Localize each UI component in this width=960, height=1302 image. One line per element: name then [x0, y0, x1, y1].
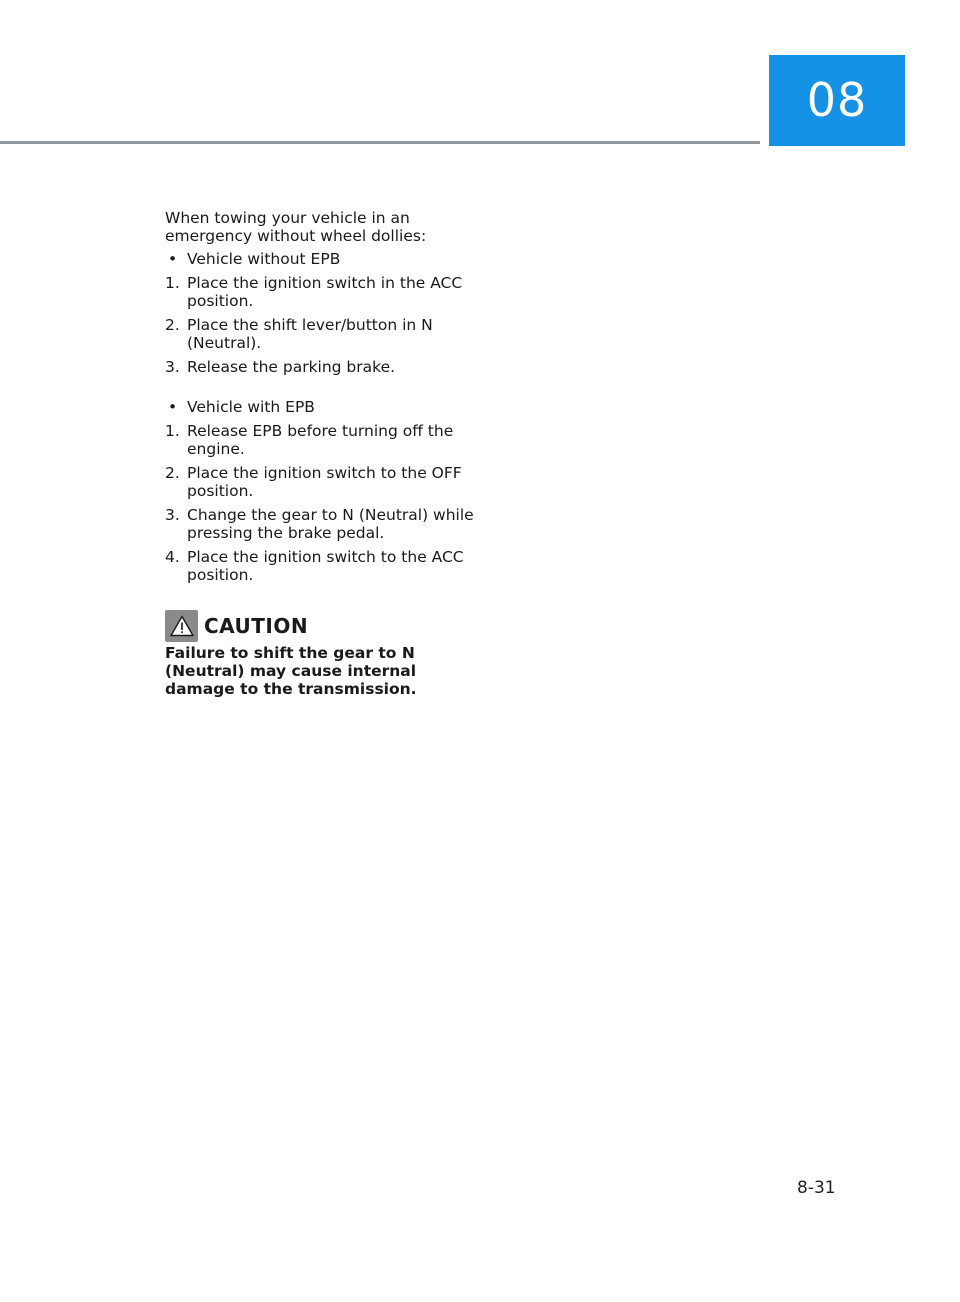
warning-triangle-icon: [165, 610, 198, 642]
step-number: 1.: [165, 422, 180, 440]
step-number: 3.: [165, 358, 180, 376]
step-text: Change the gear to N (Neutral) while pressing the brake pedal.: [187, 506, 474, 542]
section-heading-with-epb: [165, 398, 485, 416]
bullet-icon: •: [168, 250, 178, 268]
step-text: Place the ignition switch to the OFF position.: [187, 464, 462, 500]
list-item: [165, 548, 485, 584]
caution-header: [165, 610, 485, 642]
step-text: Release EPB before turning off the engine.: [187, 422, 454, 458]
step-text: Place the ignition switch to the ACC position.: [187, 548, 464, 584]
step-number: 2.: [165, 316, 180, 334]
page-content: [165, 209, 485, 698]
header-rule: [0, 141, 760, 144]
list-item: [165, 358, 485, 376]
list-item: [165, 464, 485, 500]
section-spacer: [165, 382, 485, 398]
section-heading-label: Vehicle with EPB: [187, 398, 315, 416]
step-text: Place the ignition switch in the ACC position.: [187, 274, 463, 310]
caution-body: Failure to shift the gear to N (Neutral) may cause internal damage to the transmission.: [165, 644, 417, 698]
step-text: Place the shift lever/button in N (Neutral).: [187, 316, 433, 352]
section-heading-label: Vehicle without EPB: [187, 250, 341, 268]
bullet-icon: •: [168, 398, 178, 416]
step-number: 3.: [165, 506, 180, 524]
list-item: [165, 274, 485, 310]
step-text: Release the parking brake.: [187, 358, 396, 376]
section-heading-without-epb: [165, 250, 485, 268]
step-number: 4.: [165, 548, 180, 566]
step-number: 1.: [165, 274, 180, 292]
chapter-tab: 08: [769, 55, 905, 146]
list-item: [165, 422, 485, 458]
intro-text: When towing your vehicle in an emergency without wheel dollies:: [165, 209, 427, 245]
step-number: 2.: [165, 464, 180, 482]
caution-title: CAUTION: [204, 614, 309, 638]
list-item: [165, 316, 485, 352]
list-item: [165, 506, 485, 542]
page-number: 8-31: [797, 1178, 836, 1198]
